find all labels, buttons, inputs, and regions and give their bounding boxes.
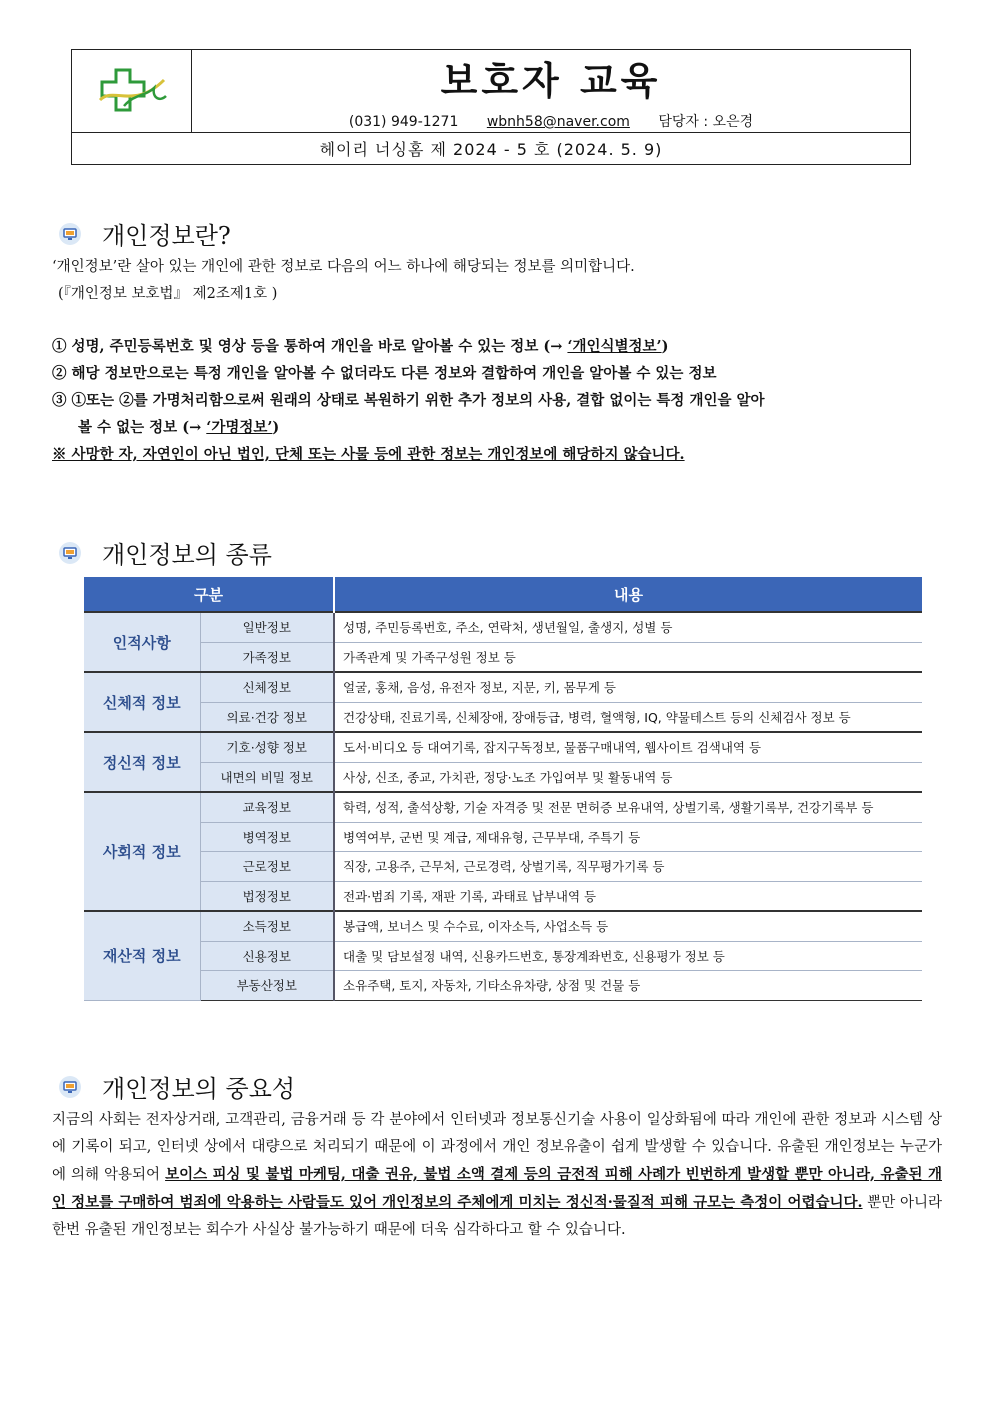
term-pseudonym: ‘가명정보’ [206, 419, 273, 436]
email-link[interactable]: wbnh58@naver.com [486, 114, 630, 130]
item-1: ① 성명, 주민등록번호 및 영상 등을 통하여 개인을 바로 알아볼 수 있는 정보 (→ ‘개인식별정보’) [52, 338, 669, 355]
table-header-row [84, 577, 922, 612]
sub-cell: 내면의 비밀 정보 [200, 762, 334, 792]
item-2: ② 해당 정보만으로는 특정 개인을 알아볼 수 없더라도 다른 정보와 결합하여 개인을 알아볼 수 있는 정보 [52, 365, 717, 382]
category-cell: 재산적 정보 [84, 911, 200, 1000]
law-reference: (『개인정보 보호법』 제2조제1호 ) [58, 286, 278, 302]
content-cell: 대출 및 담보설정 내역, 신용카드번호, 통장계좌번호, 신용평가 정보 등 [334, 941, 922, 971]
table-row [84, 822, 922, 852]
content-cell: 직장, 고용주, 근무처, 근로경력, 상벌기록, 직무평가기록 등 [334, 852, 922, 882]
issue-info: 헤이리 너싱홈 제 2024 - 5 호 (2024. 5. 9) [72, 132, 910, 166]
content-cell: 도서·비디오 등 대여기록, 잡지구독정보, 물품구매내역, 웹사이트 검색내역 등 [334, 732, 922, 762]
newsletter-header [71, 49, 911, 165]
section-title-what-is [58, 216, 231, 251]
content-cell: 봉급액, 보너스 및 수수료, 이자소득, 사업소득 등 [334, 911, 922, 941]
monitor-icon [58, 222, 82, 246]
page-title: 보호자 교육 [440, 59, 662, 103]
sub-cell: 일반정보 [200, 612, 334, 642]
table-row [84, 792, 922, 822]
content-cell: 소유주택, 토지, 자동차, 기타소유차량, 상점 및 건물 등 [334, 971, 922, 1001]
category-cell: 사회적 정보 [84, 792, 200, 911]
table-row [84, 702, 922, 732]
content-cell: 건강상태, 진료기록, 신체장애, 장애등급, 병력, 혈액형, IQ, 약물테스트 등의 신체검사 정보 등 [334, 702, 922, 732]
category-cell: 신체적 정보 [84, 672, 200, 732]
importance-paragraph: 지금의 사회는 전자상거래, 고객관리, 금융거래 등 각 분야에서 인터넷과 정보통신기술 사용이 일상화됨에 따라 개인에 관한 정보과 시스템 상에 기록이 되고, 인터넷 상에서 대량으로 처리되기 때문에 이 과정에서 개인 정보유출이 쉽게 발생할 수 있습니다. 유출된 개인정보는 누군가에 의해 악용되어 보이스 피싱 및 불법 마케팅, 대출 권유, 불법 소액 결제 등의 금전적 피해 사례가 빈번하게 발생할 뿐만 아니라, 유출된 개인 정보를 구매하여 범죄에 악용하는 사람들도 있어 개인정보의 주체에게 미치는 정신적·물질적 피해 규모는 측정이 어렵습니다. 뿐만 아니라 한번 유출된 개인정보는 회수가 사실상 불가능하기 때문에 더욱 심각하다고 할 수 있습니다. [52, 1112, 942, 1238]
section-title-text: 개인정보의 중요성 [102, 1075, 296, 1103]
table-row [84, 881, 922, 911]
table-row [84, 971, 922, 1001]
table-row [84, 911, 922, 941]
content-cell: 가족관계 및 가족구성원 정보 등 [334, 642, 922, 672]
content-cell: 학력, 성적, 출석상황, 기술 자격증 및 전문 면허증 보유내역, 상벌기록, 생활기록부, 건강기록부 등 [334, 792, 922, 822]
cross-logo-icon [94, 66, 170, 116]
phone-number: (031) 949-1271 [348, 114, 459, 130]
content-cell: 전과·범죄 기록, 재판 기록, 과태료 납부내역 등 [334, 881, 922, 911]
table-row [84, 672, 922, 702]
sub-cell: 병역정보 [200, 822, 334, 852]
content-cell: 병역여부, 군번 및 계급, 제대유형, 근무부대, 주특기 등 [334, 822, 922, 852]
sub-cell: 법정정보 [200, 881, 334, 911]
contact-line [192, 112, 910, 132]
section-title-types [58, 535, 272, 570]
logo [72, 50, 192, 132]
monitor-icon [58, 541, 82, 565]
sub-cell: 기호·성향 정보 [200, 732, 334, 762]
content-cell: 성명, 주민등록번호, 주소, 연락처, 생년월일, 출생지, 성별 등 [334, 612, 922, 642]
table-row [84, 852, 922, 882]
content-cell: 얼굴, 홍채, 음성, 유전자 정보, 지문, 키, 몸무게 등 [334, 672, 922, 702]
damage-emphasis: 보이스 피싱 및 불법 마케팅, 대출 권유, 불법 소액 결제 등의 금전적 피해 사례가 빈번하게 발생할 뿐만 아니라, 유출된 개인 정보를 구매하여 범죄에 악용하는 사람들도 있어 개인정보의 주체에게 미치는 정신적·물질적 피해 규모는 측정이 어렵습니다. [52, 1166, 942, 1211]
note-text: ※ 사망한 자, 자연인이 아닌 법인, 단체 또는 사물 등에 관한 정보는 개인정보에 해당하지 않습니다. [52, 446, 685, 463]
intro-text: ‘개인정보’란 살아 있는 개인에 관한 정보로 다음의 어느 하나에 해당되는 정보를 의미합니다. [52, 259, 635, 275]
manager-name: 담당자 : 오은경 [658, 114, 754, 130]
monitor-icon [58, 1075, 82, 1099]
sub-cell: 근로정보 [200, 852, 334, 882]
term-identifying: ‘개인식별정보’ [567, 338, 662, 355]
table-row [84, 762, 922, 792]
item-3-cont: 볼 수 없는 정보 (→ ‘가명정보’) [78, 419, 280, 436]
section1-body [52, 254, 942, 468]
sub-cell: 의료·건강 정보 [200, 702, 334, 732]
header-category: 구분 [84, 577, 334, 612]
table-row [84, 642, 922, 672]
table-row [84, 732, 922, 762]
content-cell: 사상, 신조, 종교, 가치관, 정당·노조 가입여부 및 활동내역 등 [334, 762, 922, 792]
table-row [84, 612, 922, 642]
sub-cell: 소득정보 [200, 911, 334, 941]
sub-cell: 부동산정보 [200, 971, 334, 1001]
sub-cell: 교육정보 [200, 792, 334, 822]
info-types-table [84, 577, 922, 1001]
table-row [84, 941, 922, 971]
section-title-text: 개인정보의 종류 [102, 541, 272, 569]
item-3: ③ ①또는 ②를 가명처리함으로써 원래의 상태로 복원하기 위한 추가 정보의 사용, 결합 없이는 특정 개인을 알아 [52, 392, 765, 409]
sub-cell: 신용정보 [200, 941, 334, 971]
sub-cell: 가족정보 [200, 642, 334, 672]
category-cell: 인적사항 [84, 612, 200, 672]
header-content: 내용 [334, 577, 922, 612]
category-cell: 정신적 정보 [84, 732, 200, 792]
sub-cell: 신체정보 [200, 672, 334, 702]
section-title-importance [58, 1069, 295, 1104]
section-title-text: 개인정보란? [102, 222, 231, 250]
